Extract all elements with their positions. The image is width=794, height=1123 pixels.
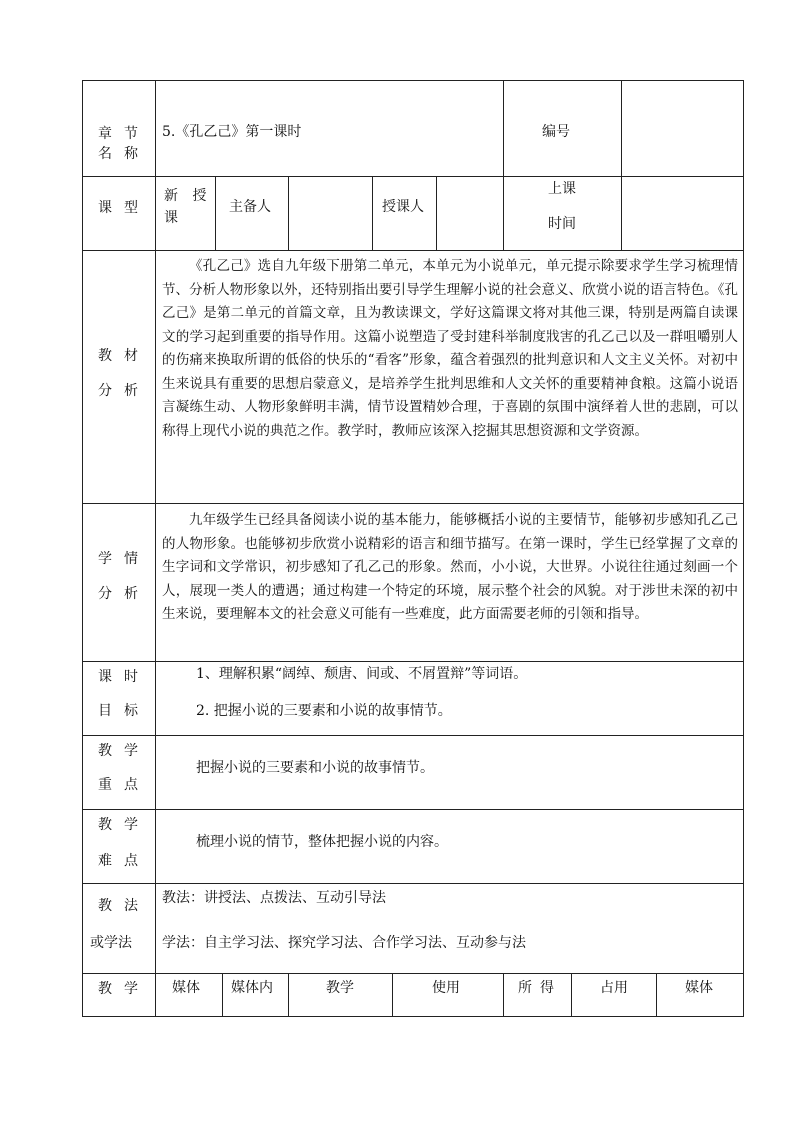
row-divider (82, 176, 744, 177)
col-divider (436, 176, 437, 250)
course-type-label: 课型 (98, 200, 150, 216)
methods-label: 或学法 (90, 935, 132, 951)
row-divider (82, 883, 744, 884)
col-divider (372, 176, 373, 250)
course-type-value: 新 授 (164, 188, 212, 204)
col-divider (222, 973, 223, 1017)
key-points-label: 教学 (98, 743, 150, 759)
learning-methods: 学法：自主学习法、探究学习法、合作学习法、互动参与法 (162, 935, 526, 951)
teaching-methods: 教法：讲授法、点拨法、互动引导法 (162, 890, 386, 906)
row-divider (82, 973, 744, 974)
media-row-label: 教学 (98, 981, 150, 997)
col-divider (215, 176, 216, 250)
col-divider (656, 973, 657, 1017)
methods-label: 教法 (98, 898, 150, 914)
col-divider (571, 973, 572, 1017)
objectives-label: 目标 (98, 703, 150, 719)
material-analysis-label: 教材 (98, 348, 150, 364)
chapter-title: 5.《孔乙己》第一课时 (162, 124, 302, 140)
material-analysis-text: 《孔乙己》选自九年级下册第二单元，本单元为小说单元，单元提示除要求学生学习梳理情节、分析人物形象以外，还特别指出要引导学生理解小说的社会意义、欣赏小说的语言特色。《孔乙己》是第二单元的首篇文章，且为教读课文，学好这篇课文将对其他三课，特别是两篇自读课文的学习起到重要的指导作用。这篇小说塑造了受封建科举制度戕害的孔乙己以及一群咀嚼别人的伤痛来换取所谓的低俗的快乐的“看客”形象，蕴含着强烈的批判意识和人文主义关怀。对初中生来说具有重要的思想启蒙意义，是培养学生批判思维和人文关怀的重要精神食粮。这篇小说语言凝练生动、人物形象鲜明丰满，情节设置精妙合理，于喜剧的氛围中演绎着人世的悲剧，可以称得上现代小说的典范之作。教学时，教师应该深入挖掘其思想资源和文学资源。 (162, 258, 738, 439)
student-analysis-label: 学情 (98, 551, 150, 567)
row-divider (82, 809, 744, 810)
row-divider (82, 735, 744, 736)
col-divider (288, 176, 289, 250)
col-divider (392, 973, 393, 1017)
number-label: 编号 (542, 124, 570, 140)
media-col-header: 媒体 (685, 980, 713, 996)
media-col-header: 教学 (326, 980, 354, 996)
col-divider (503, 80, 504, 250)
difficulties-text: 梳理小说的情节，整体把握小说的内容。 (196, 834, 448, 850)
chapter-label: 名称 (98, 146, 150, 162)
material-analysis-label: 分析 (98, 383, 150, 399)
row-divider (82, 503, 744, 504)
preparer-label: 主备人 (229, 199, 271, 215)
row-divider (82, 250, 744, 251)
row-divider (82, 661, 744, 662)
col-divider (288, 973, 289, 1017)
col-divider (621, 80, 622, 250)
class-time-label: 时间 (548, 216, 576, 232)
course-type-value: 课 (164, 210, 178, 226)
media-col-header: 媒体内 (231, 980, 273, 996)
media-col-header: 占用 (600, 980, 628, 996)
class-time-label: 上课 (548, 181, 576, 197)
objective-item: 2. 把握小说的三要素和小说的故事情节。 (196, 703, 452, 719)
chapter-label: 章节 (98, 126, 150, 142)
difficulties-label: 教学 (98, 817, 150, 833)
media-col-header: 所得 (518, 980, 562, 996)
student-analysis-text: 九年级学生已经具备阅读小说的基本能力，能够概括小说的主要情节，能够初步感知孔乙己的人物形象。也能够初步欣赏小说精彩的语言和细节描写。在第一课时，学生已经掌握了文章的生字词和文学常识，初步感知了孔乙己的形象。然而，小小说，大世界。小说往往通过刻画一个人，展现一类人的遭遇；通过构建一个特定的环境，展示整个社会的风貌。对于涉世未深的初中生来说，要理解本文的社会意义可能有一些难度，此方面需要老师的引领和指导。 (162, 512, 738, 622)
difficulties-label: 难点 (98, 853, 150, 869)
student-analysis-label: 分析 (98, 586, 150, 602)
objectives-label: 课时 (98, 669, 150, 685)
objective-item: 1、理解积累“阔绰、颓唐、间或、不屑置辩”等词语。 (196, 666, 528, 682)
teacher-label: 授课人 (382, 199, 424, 215)
key-points-text: 把握小说的三要素和小说的故事情节。 (196, 760, 434, 776)
media-col-header: 媒体 (172, 980, 200, 996)
key-points-label: 重点 (98, 777, 150, 793)
media-col-header: 使用 (432, 980, 460, 996)
col-divider (503, 973, 504, 1017)
